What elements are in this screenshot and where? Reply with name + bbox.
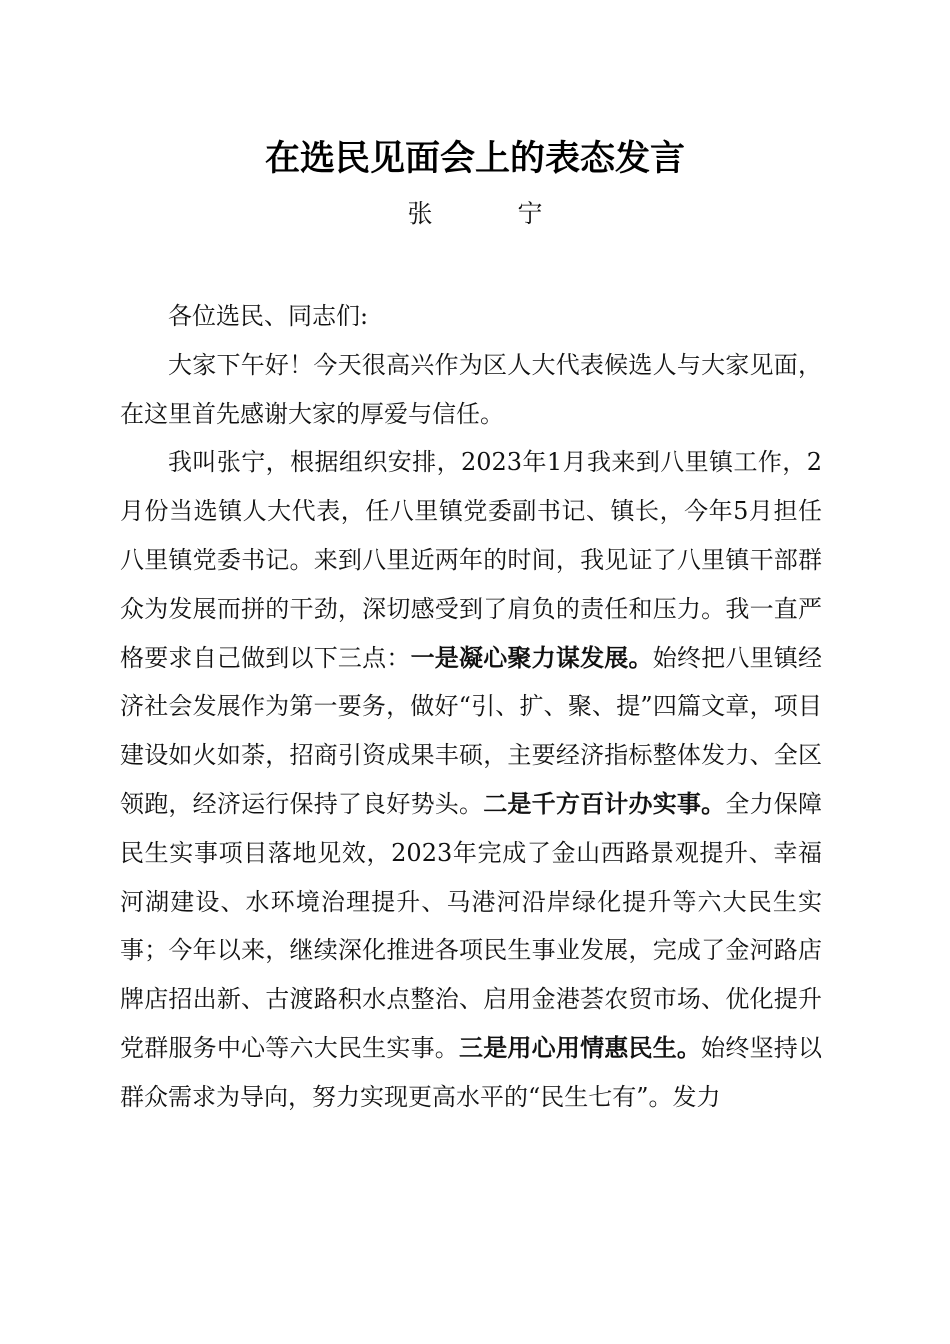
- point-1-text: 始终把八里镇经济社会发展作为第一要务，做好“引、扩、聚、提”四篇文章，项目建设如火如荼，招商引资成果丰硕，主要经济指标整体发力、全区领跑，经济运行保持了良好势头。: [120, 643, 823, 818]
- salutation: 各位选民、同志们:: [168, 302, 369, 330]
- author-name: 张 宁: [407, 199, 573, 228]
- point-2-heading: 二是千方百计办实事。: [483, 789, 726, 818]
- document-body: [120, 292, 822, 1122]
- point-2-text: 全力保障民生实事项目落地见效，2023年完成了金山西路景观提升、幸福河湖建设、水环境治理提升、马港河沿岸绿化提升等六大民生实事；今年以来，继续深化推进各项民生事业发展，完成了金河路店牌店招出新、古渡路积水点整治、启用金港荟农贸市场、优化提升党群服务中心等六大民生实事。: [120, 789, 823, 1062]
- point-3-heading: 三是用心用情惠民生。: [459, 1033, 702, 1062]
- intro-text: 我叫张宁，根据组织安排，2023年1月我来到八里镇工作，2月份当选镇人大代表，任八里镇党委副书记、镇长，今年5月担任八里镇党委书记。来到八里近两年的时间，我见证了八里镇干部群众为发展而拼的干劲，深切感受到了肩负的责任和压力。我一直严格要求自己做到以下三点：: [120, 448, 822, 672]
- document-title: 在选民见面会上的表态发言: [264, 138, 685, 179]
- paragraph-greeting: 大家下午好！今天很高兴作为区人大代表候选人与大家见面，在这里首先感谢大家的厚爱与信任。: [120, 350, 822, 428]
- point-1-heading: 一是凝心聚力谋发展。: [410, 643, 653, 672]
- paragraph-introduction: [120, 438, 822, 1121]
- point-3-text: 始终坚持以群众需求为导向，努力实现更高水平的“民生七有”。发力: [120, 1033, 823, 1111]
